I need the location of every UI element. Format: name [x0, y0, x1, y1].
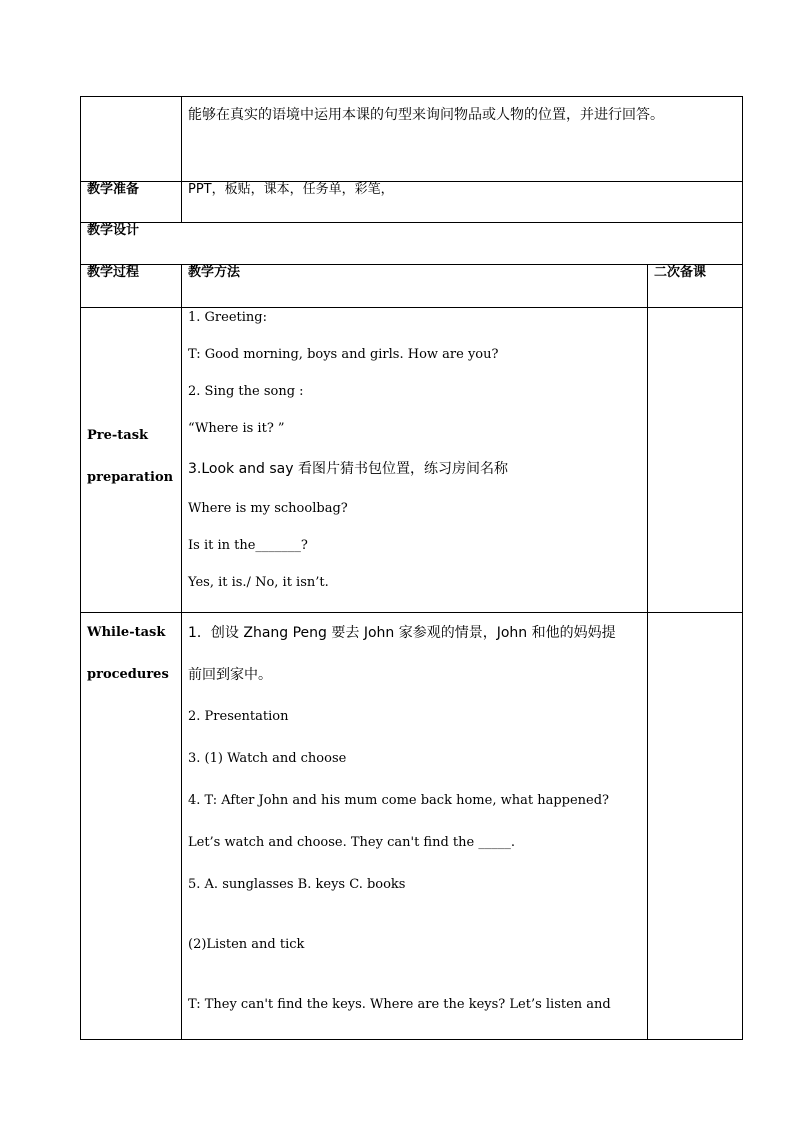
pre-task-line: Yes, it is./ No, it isn’t. [188, 575, 329, 590]
pre-task-second-prep-cell [648, 308, 743, 613]
lesson-plan-table [80, 96, 743, 1040]
while-task-label-cell [81, 613, 182, 1040]
header-row [81, 265, 743, 308]
pre-task-row [81, 308, 743, 613]
while-task-row [81, 613, 743, 1040]
header-process: 教学过程 [81, 265, 182, 308]
design-label: 教学设计 [81, 223, 743, 265]
while-task-label-line1: While-task [87, 625, 166, 640]
while-task-line: 2. Presentation [188, 709, 289, 724]
pre-task-line: “Where is it? ” [188, 421, 285, 436]
objective-text: 能够在真实的语境中运用本课的句型来询问物品或人物的位置，并进行回答。 [188, 107, 664, 123]
while-task-line: 1．创设 Zhang Peng 要去 John 家参观的情景，John 和他的妈妈提 [188, 625, 616, 641]
pre-task-method-cell [182, 308, 648, 613]
objective-row [81, 97, 743, 182]
header-method: 教学方法 [182, 265, 648, 308]
objective-label-cell [81, 97, 182, 182]
preparation-label: 教学准备 [81, 182, 182, 223]
while-task-line: 3. (1) Watch and choose [188, 751, 347, 766]
design-row [81, 223, 743, 265]
while-task-label-line2: procedures [87, 667, 169, 682]
objective-cell [182, 97, 743, 182]
pre-task-line: T: Good morning, boys and girls. How are you? [188, 347, 499, 362]
pre-task-line: Where is my schoolbag? [188, 501, 348, 516]
pre-task-label-line1: Pre-task [87, 428, 149, 443]
while-task-line: 5. A. sunglasses B. keys C. books [188, 877, 406, 892]
pre-task-line: 3.Look and say 看图片猜书包位置，练习房间名称 [188, 461, 508, 477]
header-second-prep: 二次备课 [648, 265, 743, 308]
while-task-line: (2)Listen and tick [188, 937, 305, 952]
pre-task-line: Is it in the_______? [188, 538, 308, 553]
pre-task-label-line2: preparation [87, 470, 174, 485]
preparation-row [81, 182, 743, 223]
while-task-line: T: They can't find the keys. Where are the keys? Let’s listen and [188, 997, 611, 1012]
while-task-second-prep-cell [648, 613, 743, 1040]
while-task-method-cell [182, 613, 648, 1040]
pre-task-line: 2. Sing the song : [188, 384, 304, 399]
while-task-line: 前回到家中。 [188, 667, 272, 683]
pre-task-label-cell [81, 308, 182, 613]
pre-task-line: 1. Greeting: [188, 310, 267, 325]
preparation-content: PPT，板贴，课本，任务单，彩笔， [182, 182, 743, 223]
while-task-line: 4. T: After John and his mum come back home, what happened? [188, 793, 610, 808]
while-task-line: Let’s watch and choose. They can't find the _____. [188, 835, 515, 850]
